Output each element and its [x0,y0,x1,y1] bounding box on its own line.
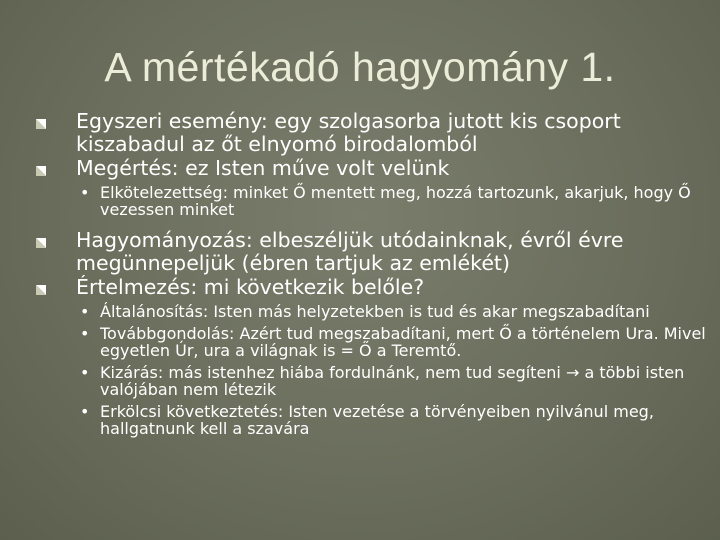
list-item [36,157,708,180]
sub-list-item-text: Továbbgondolás: Azért tud megszabadítani, mert Ő a történelem Ura. Mivel egyetlen Úr, ura a világnak is = Ő a Teremtő. [100,324,706,360]
list-item-text: Egyszeri esemény: egy szolgasorba jutott kis csoport kiszabadul az őt elnyomó birodalomból [76,109,621,156]
dot-bullet-icon: • [80,324,90,343]
sub-list-item-text: Elkötelezettség: minket Ő mentett meg, hozzá tartozunk, akarjuk, hogy Ő vezessen minket [100,183,691,219]
dot-bullet-icon: • [80,183,90,202]
diamond-bullet-icon [36,119,46,129]
sub-list-item [36,184,708,218]
bullet-list [36,110,708,442]
sub-list-item-text: Erkölcsi következtetés: Isten vezetése a törvényeiben nyilvánul meg, hallgatnunk kell a szavára [100,402,654,438]
dot-bullet-icon: • [80,402,90,421]
list-item-text: Értelmezés: mi következik belőle? [76,275,425,299]
sub-list-item [36,403,708,437]
diamond-bullet-icon [36,166,46,176]
sub-list-item [36,303,708,320]
sub-list-item [36,364,708,398]
list-item [36,110,708,156]
diamond-bullet-icon [36,238,46,248]
diamond-bullet-icon [36,285,46,295]
sub-list-item [36,325,708,359]
sub-list-item-text: Általánosítás: Isten más helyzetekben is tud és akar megszabadítani [100,302,650,321]
list-item-text: Hagyományozás: elbeszéljük utódainknak, évről évre megünnepeljük (ébren tartjuk az emlékét) [76,228,624,275]
list-item-text: Megértés: ez Isten műve volt velünk [76,156,450,180]
list-item [36,276,708,299]
slide-title: A mértékadó hagyomány 1. [104,44,616,90]
dot-bullet-icon: • [80,363,90,382]
list-item [36,229,708,275]
sub-list-item-text: Kizárás: más istenhez hiába fordulnánk, nem tud segíteni → a többi isten valójában nem létezik [100,363,685,399]
dot-bullet-icon: • [80,302,90,321]
